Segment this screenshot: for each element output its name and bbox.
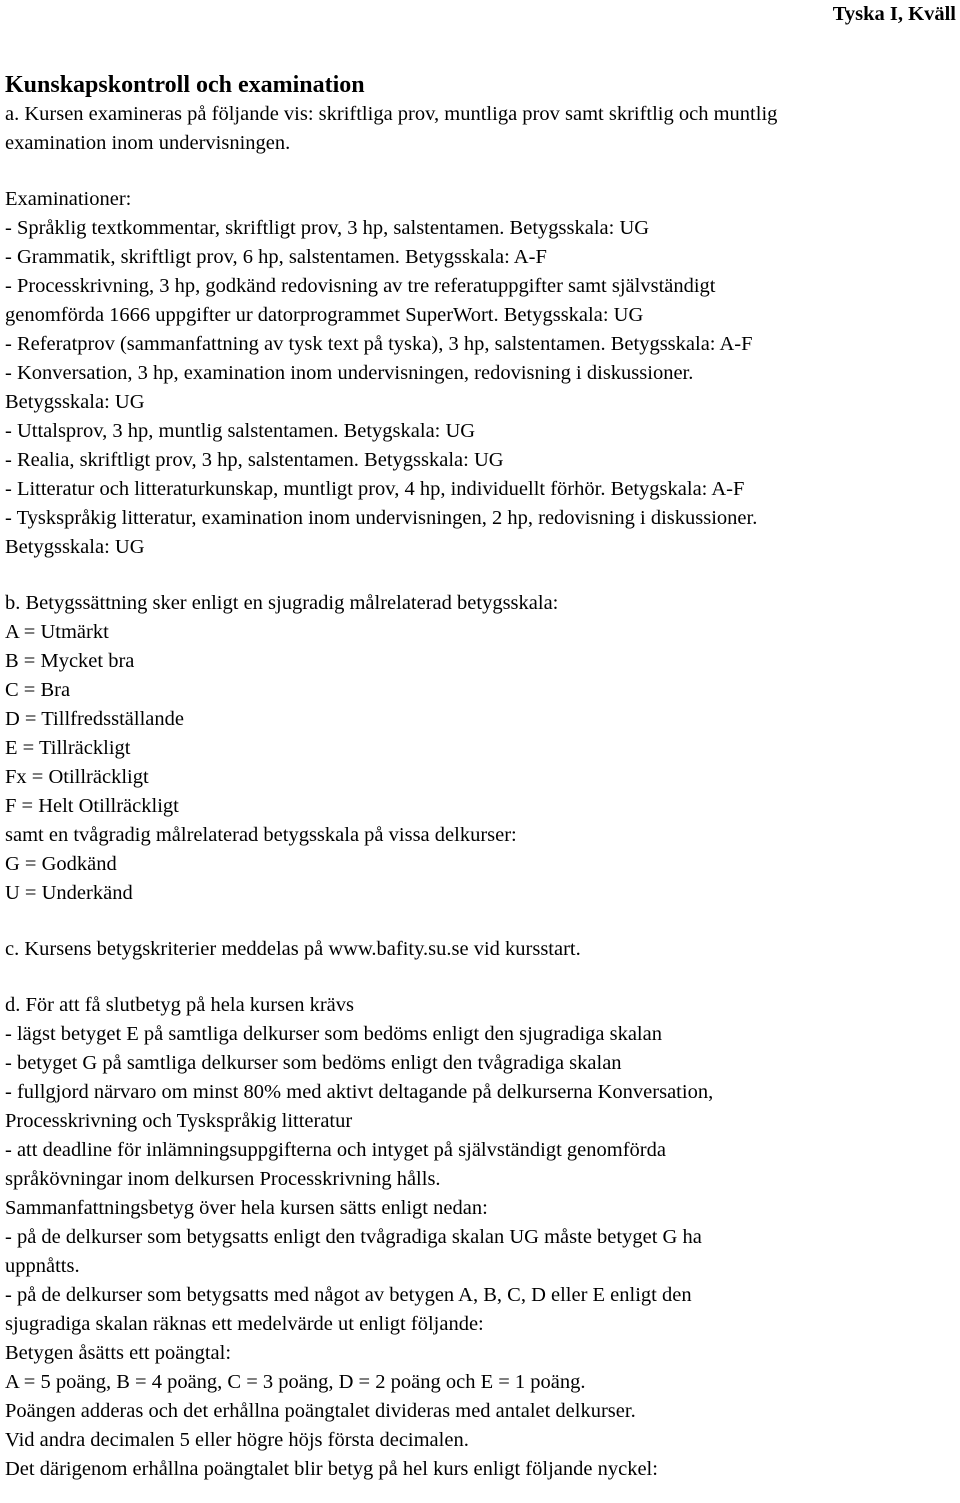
exam-line: genomförda 1666 uppgifter ur datorprogrammet SuperWort. Betygsskala: UG — [5, 304, 644, 326]
grading-line: b. Betygssättning sker enligt en sjugradig målrelaterad betygsskala: — [5, 592, 559, 614]
final-grade-line: Processkrivning och Tyskspråkig litteratur — [5, 1110, 353, 1132]
section-heading: Kunskapskontroll och examination — [5, 72, 365, 98]
final-grade-line: språkövningar inom delkursen Processkrivning hålls. — [5, 1168, 441, 1190]
exam-line: - Litteratur och litteraturkunskap, muntligt prov, 4 hp, individuellt förhör. Betygskala: A-F — [5, 478, 745, 500]
grading-line: F = Helt Otillräckligt — [5, 795, 179, 817]
exam-line: - Referatprov (sammanfattning av tysk text på tyska), 3 hp, salstentamen. Betygsskala: A-F — [5, 333, 753, 355]
exam-line: - Realia, skriftligt prov, 3 hp, salstentamen. Betygsskala: UG — [5, 449, 504, 471]
grading-line: U = Underkänd — [5, 882, 133, 904]
final-grade-line: Poängen adderas och det erhållna poängtalet divideras med antalet delkurser. — [5, 1400, 636, 1422]
final-grade-line: Betygen åsätts ett poängtal: — [5, 1342, 232, 1364]
final-grade-line: - betyget G på samtliga delkurser som bedöms enligt den tvågradiga skalan — [5, 1052, 622, 1074]
document-header-title: Tyska I, Kväll — [832, 3, 956, 25]
grading-line: B = Mycket bra — [5, 650, 135, 672]
spacer — [5, 908, 955, 935]
grading-line: samt en tvågradig målrelaterad betygsskala på vissa delkurser: — [5, 824, 517, 846]
exam-line: Betygsskala: UG — [5, 391, 145, 413]
paragraph-line: a. Kursen examineras på följande vis: skriftliga prov, muntliga prov samt skriftlig och muntlig — [5, 103, 778, 125]
final-grade-line: Det därigenom erhållna poängtalet blir betyg på hel kurs enligt följande nyckel: — [5, 1458, 658, 1480]
grading-line: G = Godkänd — [5, 853, 117, 875]
final-grade-line: - fullgjord närvaro om minst 80% med aktivt deltagande på delkurserna Konversation, — [5, 1081, 714, 1103]
exam-line: - Processkrivning, 3 hp, godkänd redovisning av tre referatuppgifter samt självständigt — [5, 275, 716, 297]
exam-line: Betygsskala: UG — [5, 536, 145, 558]
examinations-heading: Examinationer: — [5, 188, 132, 210]
final-grade-line: d. För att få slutbetyg på hela kursen krävs — [5, 994, 354, 1016]
criteria-line: c. Kursens betygskriterier meddelas på www.bafity.su.se vid kursstart. — [5, 938, 581, 960]
final-grade-line: uppnåtts. — [5, 1255, 80, 1277]
exam-line: - Grammatik, skriftligt prov, 6 hp, salstentamen. Betygsskala: A-F — [5, 246, 547, 268]
grading-line: Fx = Otillräckligt — [5, 766, 149, 788]
final-grade-line: sjugradiga skalan räknas ett medelvärde ut enligt följande: — [5, 1313, 484, 1335]
final-grade-line: - på de delkurser som betygsatts med något av betygen A, B, C, D eller E enligt den — [5, 1284, 692, 1306]
spacer — [5, 158, 955, 185]
examinations-list — [5, 214, 955, 562]
spacer — [5, 964, 955, 991]
grading-line: C = Bra — [5, 679, 71, 701]
final-grade-line: A = 5 poäng, B = 4 poäng, C = 3 poäng, D = 2 poäng och E = 1 poäng. — [5, 1371, 586, 1393]
grading-scale-section — [5, 589, 955, 908]
exam-line: - Uttalsprov, 3 hp, muntlig salstentamen. Betygskala: UG — [5, 420, 476, 442]
exam-line: - Språklig textkommentar, skriftligt prov, 3 hp, salstentamen. Betygsskala: UG — [5, 217, 650, 239]
paragraph-a — [5, 100, 955, 158]
final-grade-line: - på de delkurser som betygsatts enligt den tvågradiga skalan UG måste betyget G ha — [5, 1226, 702, 1248]
document-body — [5, 70, 955, 1484]
final-grade-section — [5, 991, 955, 1484]
exam-line: - Tyskspråkig litteratur, examination inom undervisningen, 2 hp, redovisning i diskussioner. — [5, 507, 758, 529]
final-grade-line: - lägst betyget E på samtliga delkurser som bedöms enligt den sjugradiga skalan — [5, 1023, 662, 1045]
final-grade-line: Vid andra decimalen 5 eller högre höjs första decimalen. — [5, 1429, 469, 1451]
final-grade-line: Sammanfattningsbetyg över hela kursen sätts enligt nedan: — [5, 1197, 488, 1219]
grading-line: D = Tillfredsställande — [5, 708, 184, 730]
exam-line: - Konversation, 3 hp, examination inom undervisningen, redovisning i diskussioner. — [5, 362, 694, 384]
grading-line: E = Tillräckligt — [5, 737, 131, 759]
paragraph-line: examination inom undervisningen. — [5, 132, 291, 154]
grading-line: A = Utmärkt — [5, 621, 109, 643]
spacer — [5, 562, 955, 589]
final-grade-line: - att deadline för inlämningsuppgifterna och intyget på självständigt genomförda — [5, 1139, 666, 1161]
